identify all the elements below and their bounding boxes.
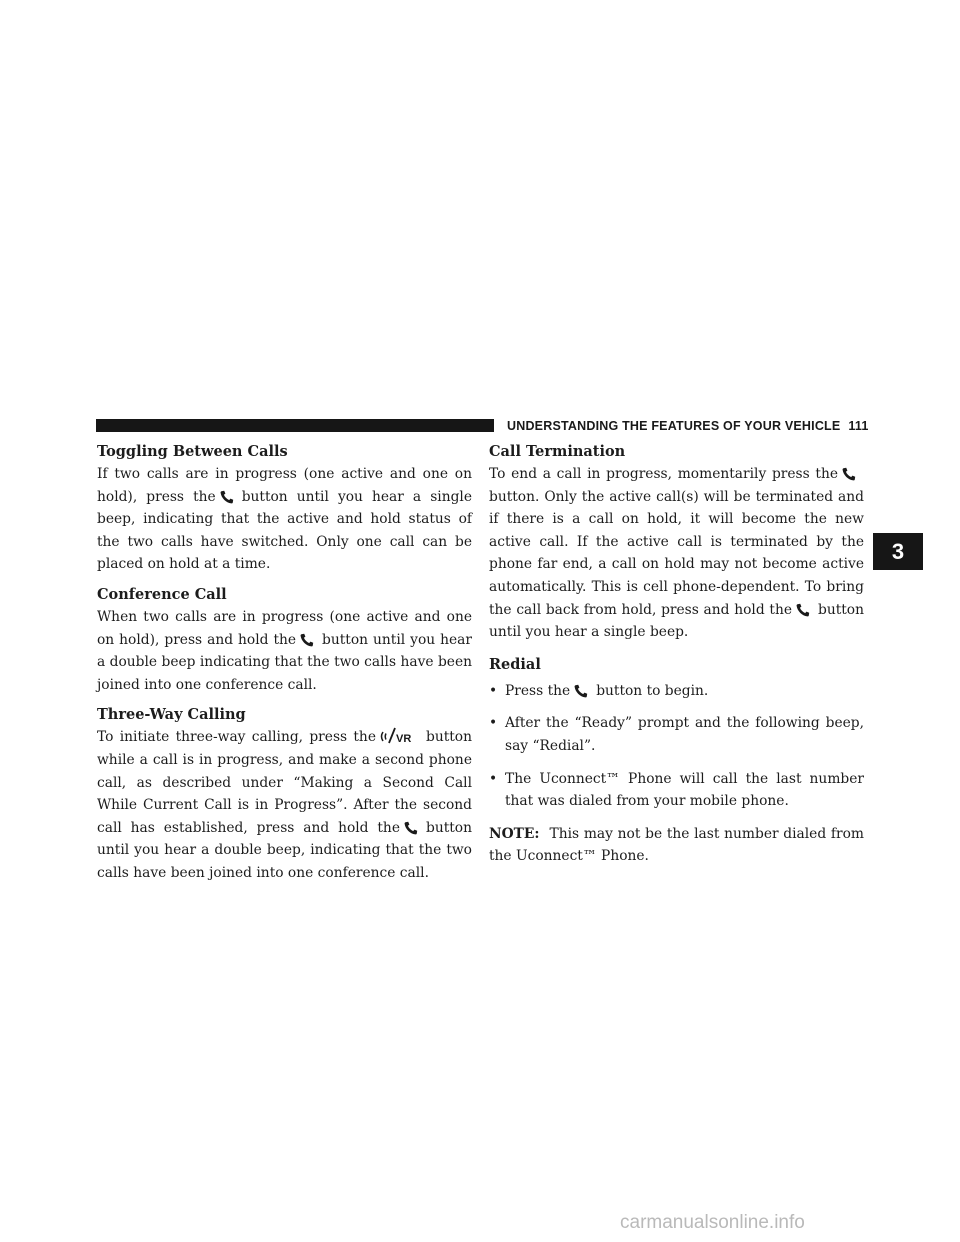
list-item [489, 768, 864, 813]
text-span: button while a call is in progress, and make a second phone call, as described under “Making a Second Call While Current Call is in Progress”. After the second call has established, press and hold the [97, 729, 472, 836]
list-item [489, 680, 864, 703]
note-label: NOTE: [489, 825, 540, 842]
note-text: This may not be the last number dialed from the Uconnect™ Phone. [489, 825, 864, 865]
phone-icon [404, 821, 420, 835]
svg-text:VR: VR [396, 733, 412, 746]
phone-icon [300, 633, 316, 647]
paragraph-conference [97, 606, 472, 696]
header-rule [96, 419, 494, 432]
phone-icon [842, 467, 858, 481]
paragraph-toggling [97, 463, 472, 576]
bullet: • [489, 682, 498, 699]
list-item [489, 712, 864, 757]
note-paragraph [489, 823, 864, 868]
text-span: button to begin. [596, 682, 709, 699]
running-header-title: UNDERSTANDING THE FEATURES OF YOUR VEHICLE [507, 419, 841, 433]
phone-icon [574, 684, 590, 698]
text-span: To initiate three-way calling, press the [97, 729, 376, 746]
phone-icon [796, 603, 812, 617]
text-span: When two calls are in progress (one active and one on hold), press and hold the [97, 608, 472, 648]
left-column [97, 441, 472, 893]
text-span: button. Only the active call(s) will be terminated and if there is a call on hold, it will become the new active call. If the active call is terminated by the phone far end, a call on hold may not become active automatically. This is cell phone-dependent. To bring the call back from hold, press and hold the [489, 488, 864, 618]
text-span: button until you hear a double beep indicating that the two calls have been joined into one conference call. [97, 631, 472, 693]
heading-three-way-calling: Three-Way Calling [97, 706, 246, 724]
bullet: • [489, 770, 498, 787]
running-header [507, 419, 869, 434]
text-span: To end a call in progress, momentarily press the [489, 466, 838, 482]
paragraph-termination [489, 463, 864, 644]
text-span: button until you hear a single beep. [489, 601, 864, 641]
heading-conference-call: Conference Call [97, 585, 227, 603]
page-number: 111 [848, 419, 869, 433]
voice-recognition-icon [380, 727, 420, 745]
text-span: Press the [505, 682, 571, 699]
bullet: • [489, 715, 498, 732]
watermark: carmanualsonline.info [620, 1212, 805, 1233]
text-span: If two calls are in progress (one active and one on hold), press the [97, 466, 472, 505]
text-span: button until you hear a single beep, indicating that the active and hold status of the two calls have switched. Only one call can be placed on hold at a time. [97, 488, 472, 573]
heading-toggling-between-calls: Toggling Between Calls [97, 443, 288, 460]
heading-call-termination: Call Termination [489, 443, 626, 460]
chapter-tab: 3 [873, 533, 923, 570]
right-column [489, 441, 864, 876]
text-span: The Uconnect™ Phone will call the last number that was dialed from your mobile phone. [505, 770, 864, 810]
redial-steps-list [489, 680, 864, 813]
text-span: After the “Ready” prompt and the following beep, say “Redial”. [505, 715, 864, 754]
heading-redial: Redial [489, 655, 541, 673]
text-span: button until you hear a double beep, indicating that the two calls have been joined into one conference call. [97, 819, 472, 881]
paragraph-three-way [97, 726, 472, 884]
phone-icon [220, 490, 236, 504]
